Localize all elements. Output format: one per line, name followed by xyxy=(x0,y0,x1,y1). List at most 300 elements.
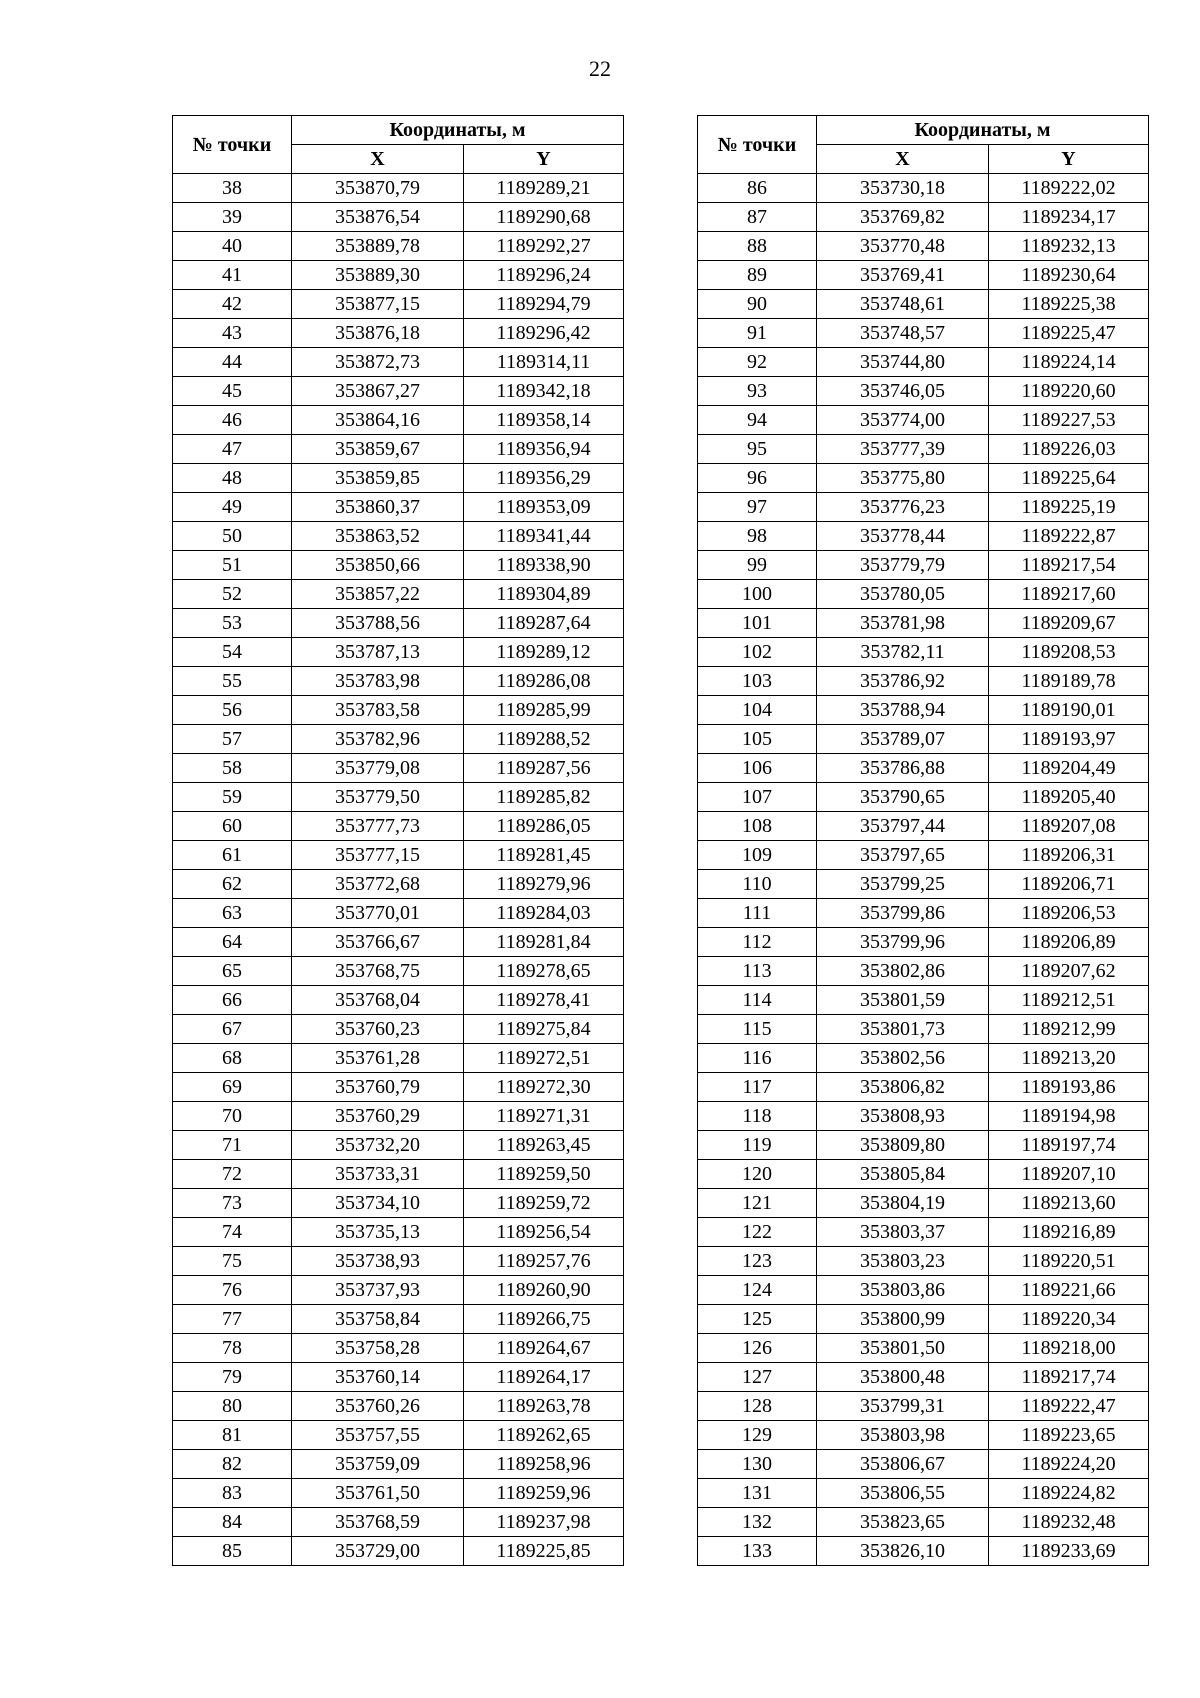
table-row xyxy=(173,319,624,348)
x-coordinate-cell: 353783,98 xyxy=(292,667,464,696)
table-row xyxy=(698,870,1149,899)
point-number-cell: 83 xyxy=(173,1479,292,1508)
y-coordinate-cell: 1189287,56 xyxy=(464,754,624,783)
table-row xyxy=(173,609,624,638)
y-coordinate-cell: 1189263,45 xyxy=(464,1131,624,1160)
x-coordinate-cell: 353800,99 xyxy=(817,1305,989,1334)
x-coordinate-cell: 353777,39 xyxy=(817,435,989,464)
point-number-cell: 101 xyxy=(698,609,817,638)
point-number-cell: 130 xyxy=(698,1450,817,1479)
x-column-header: X xyxy=(292,145,464,174)
table-row xyxy=(698,377,1149,406)
table-row xyxy=(173,348,624,377)
x-coordinate-cell: 353805,84 xyxy=(817,1160,989,1189)
table-row xyxy=(173,1131,624,1160)
table-row xyxy=(173,464,624,493)
y-coordinate-cell: 1189356,94 xyxy=(464,435,624,464)
coordinates-table-right-body xyxy=(698,174,1149,1566)
x-coordinate-cell: 353799,31 xyxy=(817,1392,989,1421)
point-number-cell: 66 xyxy=(173,986,292,1015)
y-coordinate-cell: 1189225,85 xyxy=(464,1537,624,1566)
table-row xyxy=(698,1073,1149,1102)
y-coordinate-cell: 1189225,19 xyxy=(989,493,1149,522)
table-row xyxy=(173,406,624,435)
y-coordinate-cell: 1189356,29 xyxy=(464,464,624,493)
y-coordinate-cell: 1189338,90 xyxy=(464,551,624,580)
point-number-cell: 123 xyxy=(698,1247,817,1276)
point-number-cell: 68 xyxy=(173,1044,292,1073)
y-coordinate-cell: 1189341,44 xyxy=(464,522,624,551)
point-number-cell: 124 xyxy=(698,1276,817,1305)
point-number-cell: 50 xyxy=(173,522,292,551)
point-number-cell: 107 xyxy=(698,783,817,812)
x-coordinate-cell: 353735,13 xyxy=(292,1218,464,1247)
point-number-cell: 46 xyxy=(173,406,292,435)
table-row xyxy=(698,1392,1149,1421)
table-row xyxy=(173,870,624,899)
point-number-cell: 51 xyxy=(173,551,292,580)
x-coordinate-cell: 353826,10 xyxy=(817,1537,989,1566)
point-number-cell: 105 xyxy=(698,725,817,754)
point-number-cell: 76 xyxy=(173,1276,292,1305)
table-row xyxy=(173,377,624,406)
y-coordinate-cell: 1189263,78 xyxy=(464,1392,624,1421)
x-coordinate-cell: 353760,79 xyxy=(292,1073,464,1102)
point-number-cell: 132 xyxy=(698,1508,817,1537)
y-coordinate-cell: 1189225,47 xyxy=(989,319,1149,348)
x-coordinate-cell: 353876,54 xyxy=(292,203,464,232)
point-number-cell: 129 xyxy=(698,1421,817,1450)
table-row xyxy=(698,667,1149,696)
table-row xyxy=(173,522,624,551)
point-number-cell: 48 xyxy=(173,464,292,493)
point-number-cell: 41 xyxy=(173,261,292,290)
table-row xyxy=(698,1189,1149,1218)
y-coordinate-cell: 1189206,31 xyxy=(989,841,1149,870)
y-coordinate-cell: 1189256,54 xyxy=(464,1218,624,1247)
table-row xyxy=(173,783,624,812)
point-number-header: № точки xyxy=(173,116,292,174)
x-coordinate-cell: 353857,22 xyxy=(292,580,464,609)
table-row xyxy=(173,232,624,261)
point-number-cell: 62 xyxy=(173,870,292,899)
point-number-cell: 90 xyxy=(698,290,817,319)
table-row xyxy=(173,1479,624,1508)
table-row xyxy=(698,1276,1149,1305)
y-coordinate-cell: 1189296,42 xyxy=(464,319,624,348)
point-number-cell: 106 xyxy=(698,754,817,783)
point-number-cell: 100 xyxy=(698,580,817,609)
x-coordinate-cell: 353774,00 xyxy=(817,406,989,435)
table-row xyxy=(698,464,1149,493)
x-coordinate-cell: 353800,48 xyxy=(817,1363,989,1392)
point-number-cell: 86 xyxy=(698,174,817,203)
y-coordinate-cell: 1189207,08 xyxy=(989,812,1149,841)
point-number-cell: 42 xyxy=(173,290,292,319)
table-row xyxy=(173,290,624,319)
table-row xyxy=(698,493,1149,522)
table-row xyxy=(173,551,624,580)
point-number-cell: 113 xyxy=(698,957,817,986)
point-number-cell: 120 xyxy=(698,1160,817,1189)
y-coordinate-cell: 1189264,67 xyxy=(464,1334,624,1363)
x-coordinate-cell: 353859,85 xyxy=(292,464,464,493)
y-coordinate-cell: 1189225,38 xyxy=(989,290,1149,319)
x-coordinate-cell: 353758,84 xyxy=(292,1305,464,1334)
y-coordinate-cell: 1189208,53 xyxy=(989,638,1149,667)
y-coordinate-cell: 1189264,17 xyxy=(464,1363,624,1392)
x-coordinate-cell: 353781,98 xyxy=(817,609,989,638)
x-coordinate-cell: 353769,82 xyxy=(817,203,989,232)
table-row xyxy=(173,1508,624,1537)
x-coordinate-cell: 353777,15 xyxy=(292,841,464,870)
point-number-cell: 64 xyxy=(173,928,292,957)
table-row xyxy=(698,1508,1149,1537)
table-row xyxy=(698,1131,1149,1160)
y-column-header: Y xyxy=(464,145,624,174)
y-coordinate-cell: 1189216,89 xyxy=(989,1218,1149,1247)
y-coordinate-cell: 1189287,64 xyxy=(464,609,624,638)
point-number-cell: 81 xyxy=(173,1421,292,1450)
table-row xyxy=(698,261,1149,290)
x-coordinate-cell: 353872,73 xyxy=(292,348,464,377)
y-coordinate-cell: 1189258,96 xyxy=(464,1450,624,1479)
y-coordinate-cell: 1189296,24 xyxy=(464,261,624,290)
x-coordinate-cell: 353801,59 xyxy=(817,986,989,1015)
table-row xyxy=(173,667,624,696)
x-coordinate-cell: 353760,26 xyxy=(292,1392,464,1421)
y-coordinate-cell: 1189224,20 xyxy=(989,1450,1149,1479)
table-row xyxy=(173,203,624,232)
point-number-cell: 77 xyxy=(173,1305,292,1334)
point-number-cell: 119 xyxy=(698,1131,817,1160)
point-number-cell: 63 xyxy=(173,899,292,928)
point-number-cell: 133 xyxy=(698,1537,817,1566)
point-number-cell: 75 xyxy=(173,1247,292,1276)
x-coordinate-cell: 353733,31 xyxy=(292,1160,464,1189)
y-coordinate-cell: 1189284,03 xyxy=(464,899,624,928)
y-coordinate-cell: 1189213,60 xyxy=(989,1189,1149,1218)
table-row xyxy=(173,1392,624,1421)
y-coordinate-cell: 1189225,64 xyxy=(989,464,1149,493)
point-number-cell: 102 xyxy=(698,638,817,667)
y-coordinate-cell: 1189222,87 xyxy=(989,522,1149,551)
table-row xyxy=(173,725,624,754)
point-number-cell: 54 xyxy=(173,638,292,667)
point-number-cell: 99 xyxy=(698,551,817,580)
table-row xyxy=(698,1044,1149,1073)
point-number-cell: 104 xyxy=(698,696,817,725)
point-number-cell: 58 xyxy=(173,754,292,783)
point-number-cell: 53 xyxy=(173,609,292,638)
y-coordinate-cell: 1189217,74 xyxy=(989,1363,1149,1392)
table-row xyxy=(698,174,1149,203)
point-number-cell: 131 xyxy=(698,1479,817,1508)
point-number-cell: 127 xyxy=(698,1363,817,1392)
y-coordinate-cell: 1189278,65 xyxy=(464,957,624,986)
y-coordinate-cell: 1189197,74 xyxy=(989,1131,1149,1160)
point-number-cell: 57 xyxy=(173,725,292,754)
table-row xyxy=(698,319,1149,348)
point-number-cell: 38 xyxy=(173,174,292,203)
table-row xyxy=(173,1450,624,1479)
x-coordinate-cell: 353803,98 xyxy=(817,1421,989,1450)
table-row xyxy=(173,493,624,522)
point-number-cell: 115 xyxy=(698,1015,817,1044)
x-coordinate-cell: 353863,52 xyxy=(292,522,464,551)
y-coordinate-cell: 1189193,86 xyxy=(989,1073,1149,1102)
point-number-cell: 111 xyxy=(698,899,817,928)
x-coordinate-cell: 353768,59 xyxy=(292,1508,464,1537)
x-coordinate-cell: 353738,93 xyxy=(292,1247,464,1276)
y-coordinate-cell: 1189289,21 xyxy=(464,174,624,203)
table-row xyxy=(698,928,1149,957)
point-number-cell: 61 xyxy=(173,841,292,870)
point-number-cell: 88 xyxy=(698,232,817,261)
x-coordinate-cell: 353759,09 xyxy=(292,1450,464,1479)
y-coordinate-cell: 1189206,71 xyxy=(989,870,1149,899)
point-number-cell: 44 xyxy=(173,348,292,377)
y-coordinate-cell: 1189226,03 xyxy=(989,435,1149,464)
table-row xyxy=(698,232,1149,261)
point-number-cell: 49 xyxy=(173,493,292,522)
table-row xyxy=(698,551,1149,580)
table-row xyxy=(173,754,624,783)
point-number-cell: 97 xyxy=(698,493,817,522)
y-coordinate-cell: 1189285,82 xyxy=(464,783,624,812)
point-number-cell: 82 xyxy=(173,1450,292,1479)
point-number-cell: 110 xyxy=(698,870,817,899)
x-coordinate-cell: 353802,56 xyxy=(817,1044,989,1073)
point-number-cell: 103 xyxy=(698,667,817,696)
x-coordinate-cell: 353809,80 xyxy=(817,1131,989,1160)
y-coordinate-cell: 1189204,49 xyxy=(989,754,1149,783)
x-coordinate-cell: 353782,96 xyxy=(292,725,464,754)
x-coordinate-cell: 353746,05 xyxy=(817,377,989,406)
x-coordinate-cell: 353823,65 xyxy=(817,1508,989,1537)
x-coordinate-cell: 353867,27 xyxy=(292,377,464,406)
point-number-cell: 94 xyxy=(698,406,817,435)
point-number-cell: 108 xyxy=(698,812,817,841)
x-coordinate-cell: 353859,67 xyxy=(292,435,464,464)
table-row xyxy=(698,580,1149,609)
point-number-cell: 60 xyxy=(173,812,292,841)
x-coordinate-cell: 353779,50 xyxy=(292,783,464,812)
x-coordinate-cell: 353877,15 xyxy=(292,290,464,319)
table-row xyxy=(173,1334,624,1363)
point-number-cell: 71 xyxy=(173,1131,292,1160)
point-number-cell: 78 xyxy=(173,1334,292,1363)
point-number-cell: 125 xyxy=(698,1305,817,1334)
table-row xyxy=(698,1160,1149,1189)
point-number-cell: 45 xyxy=(173,377,292,406)
y-coordinate-cell: 1189232,13 xyxy=(989,232,1149,261)
y-coordinate-cell: 1189189,78 xyxy=(989,667,1149,696)
coordinates-table-left-body xyxy=(173,174,624,1566)
y-coordinate-cell: 1189281,45 xyxy=(464,841,624,870)
page-number: 22 xyxy=(589,56,611,81)
coordinates-header: Координаты, м xyxy=(817,116,1149,145)
table-row xyxy=(698,290,1149,319)
y-coordinate-cell: 1189358,14 xyxy=(464,406,624,435)
x-coordinate-cell: 353737,93 xyxy=(292,1276,464,1305)
x-coordinate-cell: 353806,67 xyxy=(817,1450,989,1479)
y-coordinate-cell: 1189221,66 xyxy=(989,1276,1149,1305)
x-coordinate-cell: 353760,23 xyxy=(292,1015,464,1044)
y-coordinate-cell: 1189190,01 xyxy=(989,696,1149,725)
y-coordinate-cell: 1189209,67 xyxy=(989,609,1149,638)
table-row xyxy=(173,986,624,1015)
point-number-cell: 85 xyxy=(173,1537,292,1566)
y-coordinate-cell: 1189205,40 xyxy=(989,783,1149,812)
table-row xyxy=(698,1537,1149,1566)
table-row xyxy=(173,1537,624,1566)
point-number-cell: 95 xyxy=(698,435,817,464)
y-coordinate-cell: 1189232,48 xyxy=(989,1508,1149,1537)
x-coordinate-cell: 353803,37 xyxy=(817,1218,989,1247)
table-row xyxy=(698,1334,1149,1363)
table-row xyxy=(698,1305,1149,1334)
table-row xyxy=(698,783,1149,812)
point-number-cell: 69 xyxy=(173,1073,292,1102)
x-coordinate-cell: 353787,13 xyxy=(292,638,464,667)
point-number-cell: 109 xyxy=(698,841,817,870)
table-row xyxy=(698,696,1149,725)
y-coordinate-cell: 1189290,68 xyxy=(464,203,624,232)
point-number-cell: 73 xyxy=(173,1189,292,1218)
x-coordinate-cell: 353870,79 xyxy=(292,174,464,203)
point-number-cell: 84 xyxy=(173,1508,292,1537)
x-coordinate-cell: 353797,65 xyxy=(817,841,989,870)
table-row xyxy=(173,1073,624,1102)
table-row xyxy=(173,1247,624,1276)
x-coordinate-cell: 353757,55 xyxy=(292,1421,464,1450)
table-row xyxy=(698,1479,1149,1508)
point-number-cell: 52 xyxy=(173,580,292,609)
y-coordinate-cell: 1189220,51 xyxy=(989,1247,1149,1276)
x-coordinate-cell: 353786,92 xyxy=(817,667,989,696)
table-row xyxy=(698,1450,1149,1479)
y-coordinate-cell: 1189259,72 xyxy=(464,1189,624,1218)
x-coordinate-cell: 353729,00 xyxy=(292,1537,464,1566)
y-coordinate-cell: 1189227,53 xyxy=(989,406,1149,435)
point-number-cell: 91 xyxy=(698,319,817,348)
y-coordinate-cell: 1189259,50 xyxy=(464,1160,624,1189)
table-row xyxy=(173,435,624,464)
x-coordinate-cell: 353788,56 xyxy=(292,609,464,638)
x-coordinate-cell: 353780,05 xyxy=(817,580,989,609)
y-coordinate-cell: 1189288,52 xyxy=(464,725,624,754)
x-coordinate-cell: 353783,58 xyxy=(292,696,464,725)
x-coordinate-cell: 353772,68 xyxy=(292,870,464,899)
y-column-header: Y xyxy=(989,145,1149,174)
x-coordinate-cell: 353808,93 xyxy=(817,1102,989,1131)
y-coordinate-cell: 1189272,30 xyxy=(464,1073,624,1102)
table-row xyxy=(173,1218,624,1247)
y-coordinate-cell: 1189217,60 xyxy=(989,580,1149,609)
table-row xyxy=(173,580,624,609)
table-row xyxy=(698,1363,1149,1392)
y-coordinate-cell: 1189266,75 xyxy=(464,1305,624,1334)
y-coordinate-cell: 1189262,65 xyxy=(464,1421,624,1450)
x-coordinate-cell: 353769,41 xyxy=(817,261,989,290)
point-number-cell: 118 xyxy=(698,1102,817,1131)
point-number-cell: 56 xyxy=(173,696,292,725)
table-row xyxy=(173,1305,624,1334)
point-number-cell: 117 xyxy=(698,1073,817,1102)
x-coordinate-cell: 353803,86 xyxy=(817,1276,989,1305)
point-number-cell: 114 xyxy=(698,986,817,1015)
table-row xyxy=(173,1160,624,1189)
table-row xyxy=(698,1247,1149,1276)
y-coordinate-cell: 1189286,08 xyxy=(464,667,624,696)
x-coordinate-cell: 353799,96 xyxy=(817,928,989,957)
y-coordinate-cell: 1189212,99 xyxy=(989,1015,1149,1044)
y-coordinate-cell: 1189272,51 xyxy=(464,1044,624,1073)
y-coordinate-cell: 1189222,47 xyxy=(989,1392,1149,1421)
point-number-cell: 80 xyxy=(173,1392,292,1421)
table-row xyxy=(698,406,1149,435)
table-row xyxy=(698,203,1149,232)
y-coordinate-cell: 1189237,98 xyxy=(464,1508,624,1537)
table-row xyxy=(698,435,1149,464)
y-coordinate-cell: 1189220,60 xyxy=(989,377,1149,406)
point-number-cell: 40 xyxy=(173,232,292,261)
x-coordinate-cell: 353770,48 xyxy=(817,232,989,261)
x-coordinate-cell: 353768,04 xyxy=(292,986,464,1015)
y-coordinate-cell: 1189292,27 xyxy=(464,232,624,261)
point-number-cell: 70 xyxy=(173,1102,292,1131)
x-coordinate-cell: 353864,16 xyxy=(292,406,464,435)
x-coordinate-cell: 353734,10 xyxy=(292,1189,464,1218)
y-coordinate-cell: 1189281,84 xyxy=(464,928,624,957)
x-coordinate-cell: 353770,01 xyxy=(292,899,464,928)
point-number-cell: 121 xyxy=(698,1189,817,1218)
y-coordinate-cell: 1189212,51 xyxy=(989,986,1149,1015)
y-coordinate-cell: 1189193,97 xyxy=(989,725,1149,754)
table-row xyxy=(698,638,1149,667)
y-coordinate-cell: 1189224,14 xyxy=(989,348,1149,377)
y-coordinate-cell: 1189314,11 xyxy=(464,348,624,377)
point-number-cell: 98 xyxy=(698,522,817,551)
x-coordinate-cell: 353788,94 xyxy=(817,696,989,725)
y-coordinate-cell: 1189206,53 xyxy=(989,899,1149,928)
x-coordinate-cell: 353760,29 xyxy=(292,1102,464,1131)
point-number-cell: 89 xyxy=(698,261,817,290)
x-coordinate-cell: 353804,19 xyxy=(817,1189,989,1218)
y-coordinate-cell: 1189260,90 xyxy=(464,1276,624,1305)
point-number-header: № точки xyxy=(698,116,817,174)
point-number-cell: 128 xyxy=(698,1392,817,1421)
x-coordinate-cell: 353806,55 xyxy=(817,1479,989,1508)
y-coordinate-cell: 1189285,99 xyxy=(464,696,624,725)
x-coordinate-cell: 353778,44 xyxy=(817,522,989,551)
x-coordinate-cell: 353799,86 xyxy=(817,899,989,928)
table-row xyxy=(698,841,1149,870)
x-coordinate-cell: 353876,18 xyxy=(292,319,464,348)
x-coordinate-cell: 353782,11 xyxy=(817,638,989,667)
table-row xyxy=(173,1421,624,1450)
point-number-cell: 74 xyxy=(173,1218,292,1247)
x-coordinate-cell: 353732,20 xyxy=(292,1131,464,1160)
x-coordinate-cell: 353766,67 xyxy=(292,928,464,957)
point-number-cell: 87 xyxy=(698,203,817,232)
table-row xyxy=(173,1102,624,1131)
x-coordinate-cell: 353730,18 xyxy=(817,174,989,203)
y-coordinate-cell: 1189233,69 xyxy=(989,1537,1149,1566)
point-number-cell: 55 xyxy=(173,667,292,696)
table-row xyxy=(173,1015,624,1044)
